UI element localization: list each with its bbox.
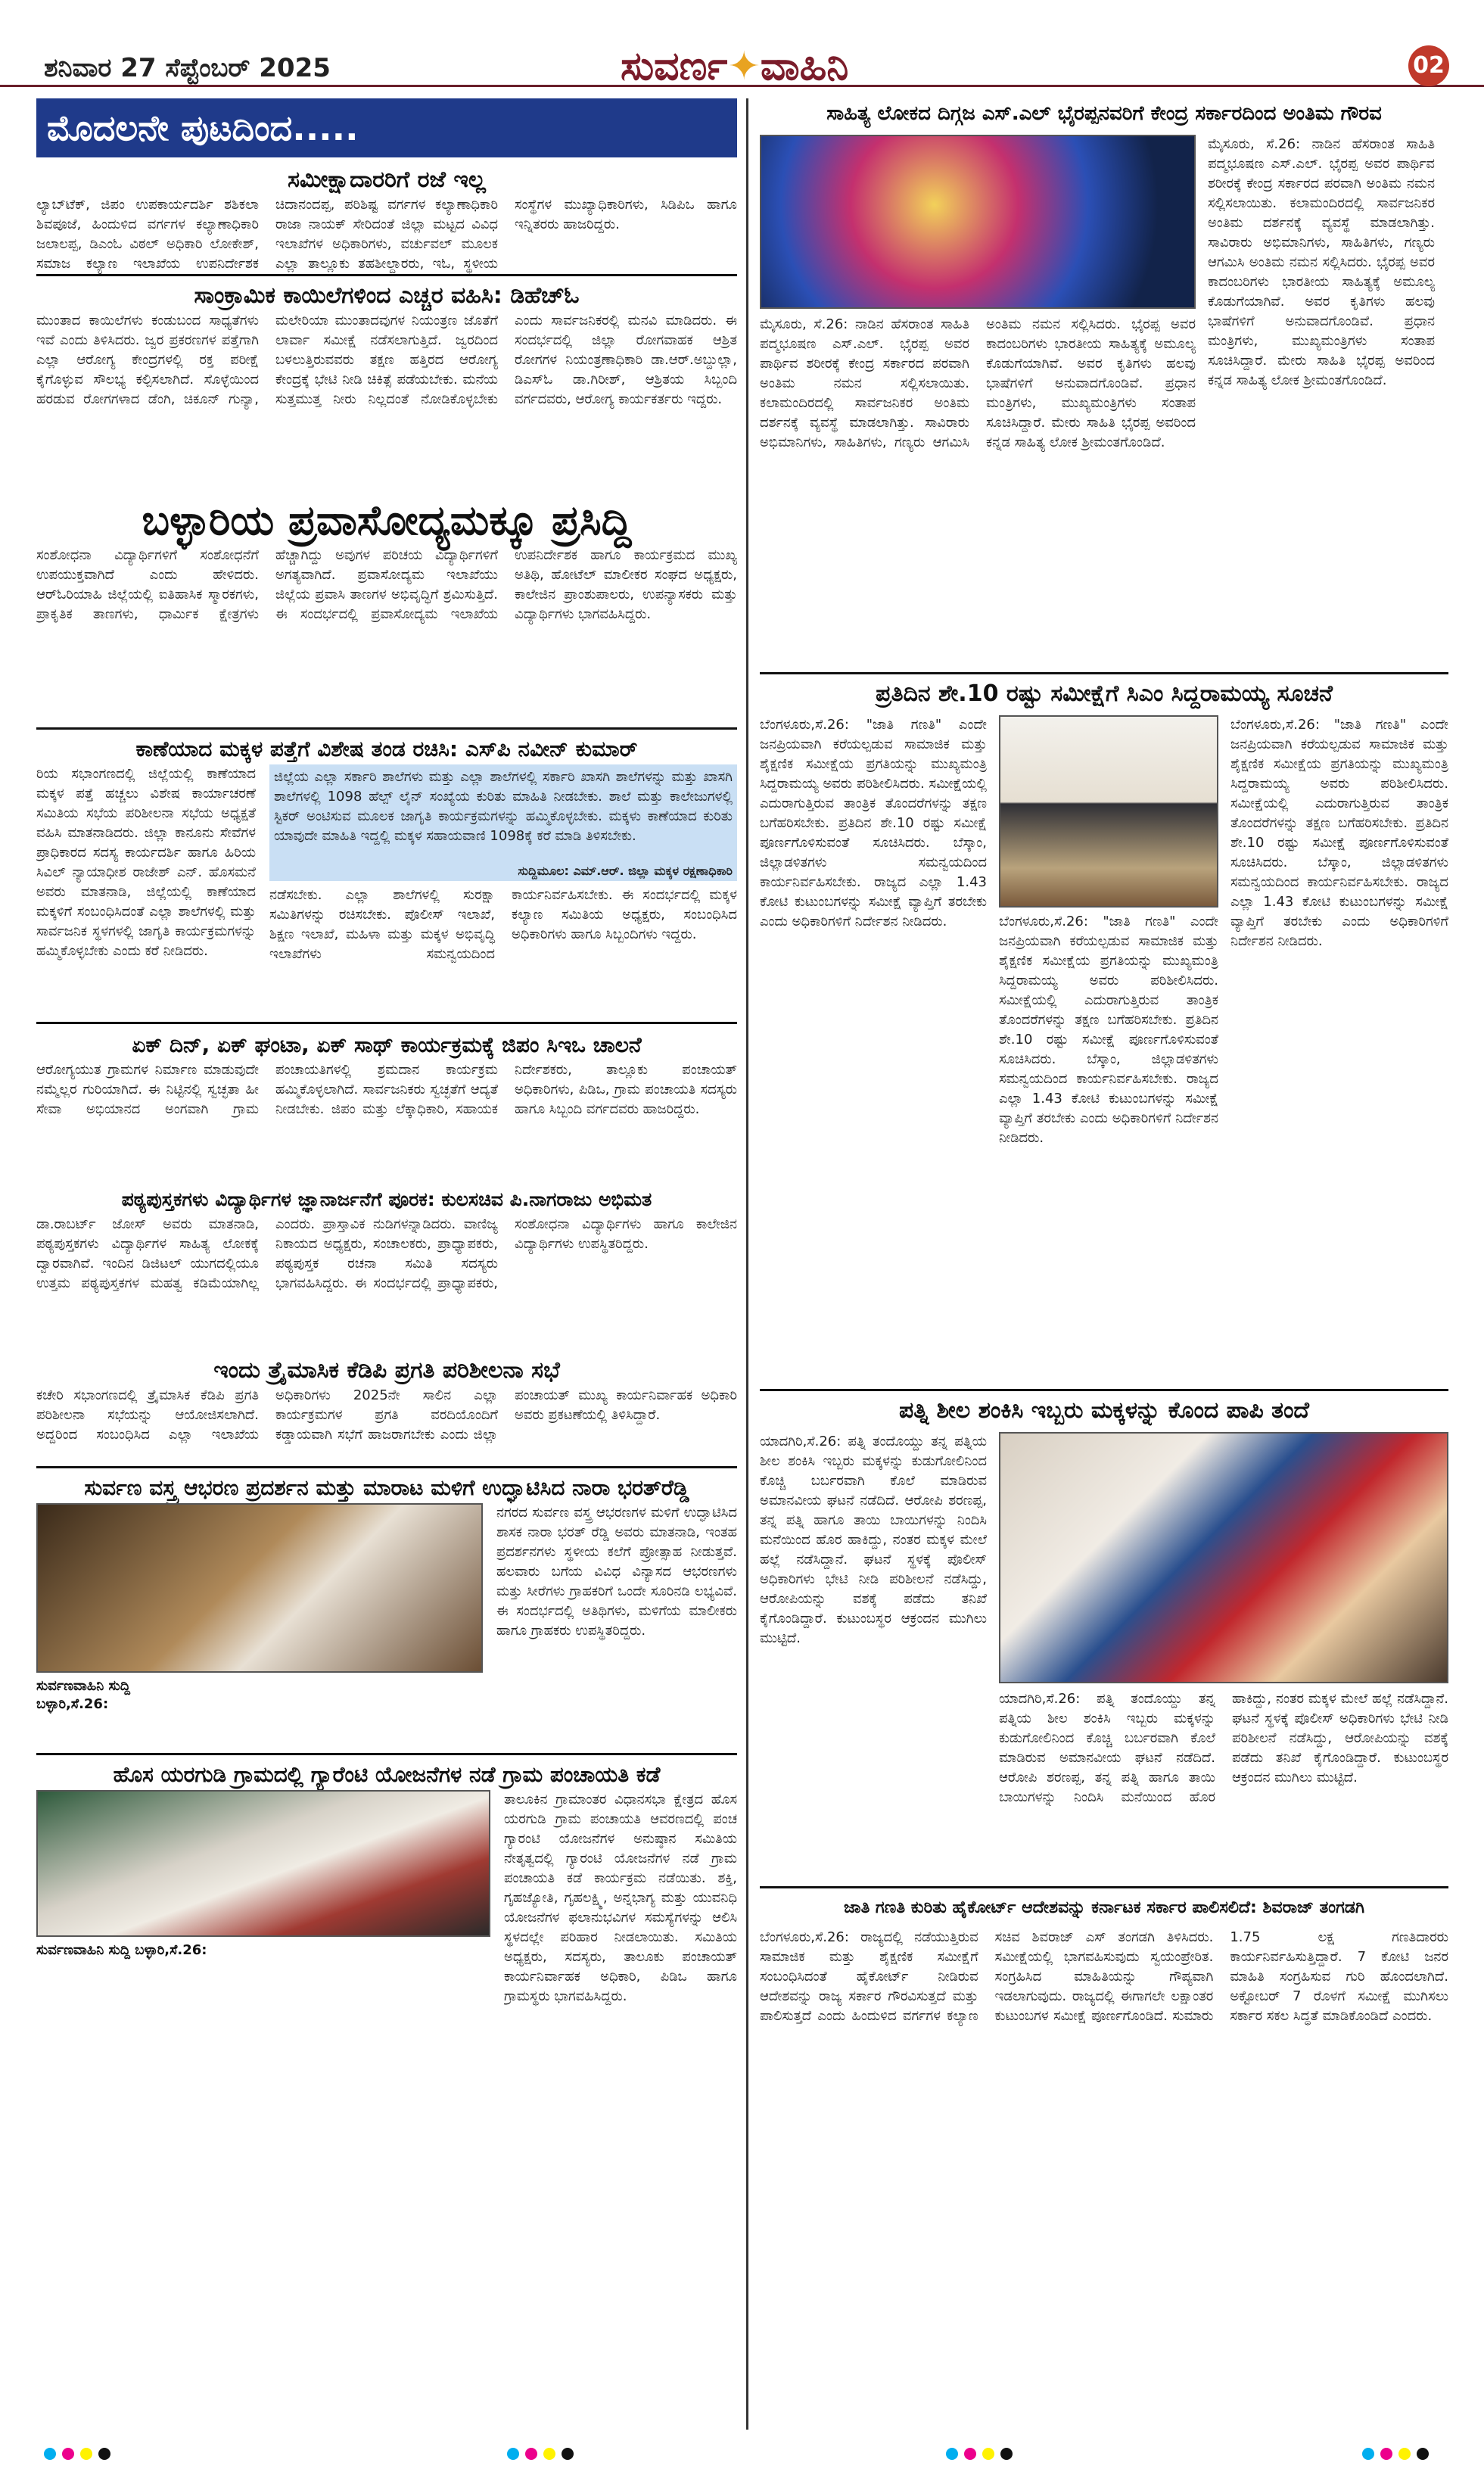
jewellery-expo-photo [36,1503,483,1673]
article-missing-children [36,734,737,1022]
section-banner: ಮೊದಲನೇ ಪುಟದಿಂದ..... [36,98,737,157]
black-dot-icon [562,2448,574,2460]
masthead [0,0,1484,87]
article-body-side: ಬೆಂಗಳೂರು,ಸೆ.26: "ಜಾತಿ ಗಣತಿ" ಎಂದೇ ಜನಪ್ರಿಯವಾಗಿ ಕರೆಯಲ್ಪಡುವ ಸಾಮಾಜಿಕ ಮತ್ತು ಶೈಕ್ಷಣಿಕ ಸಮೀಕ್ಷೆಯ ಪ್ರಗತಿಯನ್ನು ಮುಖ್ಯಮಂತ್ರಿ ಸಿದ್ದರಾಮಯ್ಯ ಅವರು ಪರಿಶೀಲಿಸಿದರು. ಸಮೀಕ್ಷೆಯಲ್ಲಿ ಎದುರಾಗುತ್ತಿರುವ ತಾಂತ್ರಿಕ ತೊಂದರೆಗಳನ್ನು ತಕ್ಷಣ ಬಗೆಹರಿಸಬೇಕು. ಪ್ರತಿದಿನ ಶೇ.10 ರಷ್ಟು ಸಮೀಕ್ಷೆ ಪೂರ್ಣಗೊಳಿಸುವಂತೆ ಸೂಚಿಸಿದರು. ಬೆಸ್ಕಾಂ, ಜಿಲ್ಲಾಡಳಿತಗಳು ಸಮನ್ವಯದಿಂದ ಕಾರ್ಯನಿರ್ವಹಿಸಬೇಕು. ರಾಜ್ಯದ ಎಲ್ಲಾ 1.43 ಕೋಟಿ ಕುಟುಂಬಗಳನ್ನು ಸಮೀಕ್ಷೆ ವ್ಯಾಪ್ತಿಗೆ ತರಬೇಕು ಎಂದು ಅಧಿಕಾರಿಗಳಿಗೆ ನಿರ್ದೇಶನ ನೀಡಿದರು. [1230,717,1448,949]
article-body: ನಗರದ ಸುರ್ವಣ ವಸ್ತ್ರ ಆಭರಣಗಳ ಮಳಿಗೆ ಉದ್ಘಾಟಿಸಿದ ಶಾಸಕ ನಾರಾ ಭರತ್ ರೆಡ್ಡಿ ಅವರು ಮಾತನಾಡಿ, ಇಂತಹ ಪ್ರದರ್ಶನಗಳು ಸ್ಥಳೀಯ ಕಲೆಗೆ ಪ್ರೋತ್ಸಾಹ ನೀಡುತ್ತವೆ. ಹಲವಾರು ಬಗೆಯ ವಿವಿಧ ವಿನ್ಯಾಸದ ಆಭರಣಗಳು ಮತ್ತು ಸೀರೆಗಳು ಗ್ರಾಹಕರಿಗೆ ಒಂದೇ ಸೂರಿನಡಿ ಲಭ್ಯವಿವೆ. ಈ ಸಂದರ್ಭದಲ್ಲಿ ಅತಿಥಿಗಳು, ಮಳಿಗೆಯ ಮಾಲೀಕರು ಹಾಗೂ ಗ್ರಾಹಕರು ಉಪಸ್ಥಿತರಿದ್ದರು. [496,1505,737,1639]
article-separator [36,1753,737,1755]
article-separator [760,1886,1448,1888]
article-headline: ಪ್ರತಿದಿನ ಶೇ.10 ರಷ್ಟು ಸಮೀಕ್ಷೆಗೆ ಸಿಎಂ ಸಿದ್ದರಾಮಯ್ಯ ಸೂಚನೆ [876,680,1333,707]
article-separator [760,672,1448,674]
article-credit: ಸುದ್ದಿಮೂಲ: ಎಮ್.ಆರ್. ಜಿಲ್ಲಾ ಮಕ್ಕಳ ರಕ್ಷಣಾಧಿಕಾರಿ [269,861,737,881]
yellow-dot-icon [80,2448,92,2460]
article-body: ರಿಯ ಸಭಾಂಗಣದಲ್ಲಿ ಜಿಲ್ಲೆಯಲ್ಲಿ ಕಾಣೆಯಾದ ಮಕ್ಕಳ ಪತ್ತೆ ಹಚ್ಚಲು ವಿಶೇಷ ಕಾರ್ಯಾಚರಣೆ ಸಮಿತಿಯ ಸಭೆಯ ಪರಿಶೀಲನಾ ಸಭೆಯ ಅಧ್ಯಕ್ಷತೆ ವಹಿಸಿ ಮಾತನಾಡಿದರು. ಜಿಲ್ಲಾ ಕಾನೂನು ಸೇವೆಗಳ ಪ್ರಾಧಿಕಾರದ ಸದಸ್ಯ ಕಾರ್ಯದರ್ಶಿ ಹಾಗೂ ಹಿರಿಯ ಸಿವಿಲ್ ನ್ಯಾಯಾಧೀಶ ರಾಜೇಶ್ ಎನ್. ಹೊಸಮನೆ ಅವರು ಮಾತನಾಡಿ, ಜಿಲ್ಲೆಯಲ್ಲಿ ಕಾಣೆಯಾದ ಮಕ್ಕಳಿಗೆ ಸಂಬಂಧಿಸಿದಂತೆ ಎಲ್ಲಾ ಶಾಲೆಗಳಲ್ಲಿ ಮತ್ತು ಸಾರ್ವಜನಿಕ ಸ್ಥಳಗಳಲ್ಲಿ ಜಾಗೃತಿ ಕಾರ್ಯಕ್ರಮಗಳನ್ನು ಹಮ್ಮಿಕೊಳ್ಳಬೇಕು ಎಂದು ಕರೆ ನೀಡಿದರು. [36,766,256,959]
family-photo [999,1432,1448,1683]
article-headline: ಹೊಸ ಯರಗುಡಿ ಗ್ರಾಮದಲ್ಲಿ ಗ್ಯಾರೆಂಟಿ ಯೋಜನೆಗಳ ನಡೆ ಗ್ರಾಮ ಪಂಚಾಯತಿ ಕಡೆ [113,1762,661,1787]
black-dot-icon [98,2448,110,2460]
cyan-dot-icon [1362,2448,1374,2460]
article-body: ಬೆಂಗಳೂರು,ಸೆ.26: ರಾಜ್ಯದಲ್ಲಿ ನಡೆಯುತ್ತಿರುವ ಸಾಮಾಜಿಕ ಮತ್ತು ಶೈಕ್ಷಣಿಕ ಸಮೀಕ್ಷೆಗೆ ಸಂಬಂಧಿಸಿದಂತೆ ಹೈಕೋರ್ಟ್ ನೀಡಿರುವ ಆದೇಶವನ್ನು ರಾಜ್ಯ ಸರ್ಕಾರ ಗೌರವಿಸುತ್ತದೆ ಮತ್ತು ಪಾಲಿಸುತ್ತದೆ ಎಂದು ಹಿಂದುಳಿದ ವರ್ಗಗಳ ಕಲ್ಯಾಣ ಸಚಿವ ಶಿವರಾಜ್ ಎಸ್ ತಂಗಡಗಿ ತಿಳಿಸಿದರು. ಸಮೀಕ್ಷೆಯಲ್ಲಿ ಭಾಗವಹಿಸುವುದು ಸ್ವಯಂಪ್ರೇರಿತ. ಸಂಗ್ರಹಿಸಿದ ಮಾಹಿತಿಯನ್ನು ಗೌಪ್ಯವಾಗಿ ಇಡಲಾಗುವುದು. ರಾಜ್ಯದಲ್ಲಿ ಈಗಾಗಲೇ ಲಕ್ಷಾಂತರ ಕುಟುಂಬಗಳ ಸಮೀಕ್ಷೆ ಪೂರ್ಣಗೊಂಡಿದೆ. ಸುಮಾರು 1.75 ಲಕ್ಷ ಗಣತಿದಾರರು ಕಾರ್ಯನಿರ್ವಹಿಸುತ್ತಿದ್ದಾರೆ. 7 ಕೋಟಿ ಜನರ ಮಾಹಿತಿ ಸಂಗ್ರಹಿಸುವ ಗುರಿ ಹೊಂದಲಾಗಿದೆ. ಅಕ್ಟೋಬರ್ 7 ರೊಳಗೆ ಸಮೀಕ್ಷೆ ಮುಗಿಸಲು ಸರ್ಕಾರ ಸಕಲ ಸಿದ್ಧತೆ ಮಾಡಿಕೊಂಡಿದೆ ಎಂದರು. [760,1929,1448,2024]
tribute-ceremony-photo [760,135,1196,309]
right-column [760,98,1448,2433]
article-body-mid: ಬೆಂಗಳೂರು,ಸೆ.26: "ಜಾತಿ ಗಣತಿ" ಎಂದೇ ಜನಪ್ರಿಯವಾಗಿ ಕರೆಯಲ್ಪಡುವ ಸಾಮಾಜಿಕ ಮತ್ತು ಶೈಕ್ಷಣಿಕ ಸಮೀಕ್ಷೆಯ ಪ್ರಗತಿಯನ್ನು ಮುಖ್ಯಮಂತ್ರಿ ಸಿದ್ದರಾಮಯ್ಯ ಅವರು ಪರಿಶೀಲಿಸಿದರು. ಸಮೀಕ್ಷೆಯಲ್ಲಿ ಎದುರಾಗುತ್ತಿರುವ ತಾಂತ್ರಿಕ ತೊಂದರೆಗಳನ್ನು ತಕ್ಷಣ ಬಗೆಹರಿಸಬೇಕು. ಪ್ರತಿದಿನ ಶೇ.10 ರಷ್ಟು ಸಮೀಕ್ಷೆ ಪೂರ್ಣಗೊಳಿಸುವಂತೆ ಸೂಚಿಸಿದರು. ಬೆಸ್ಕಾಂ, ಜಿಲ್ಲಾಡಳಿತಗಳು ಸಮನ್ವಯದಿಂದ ಕಾರ್ಯನಿರ್ವಹಿಸಬೇಕು. ರಾಜ್ಯದ ಎಲ್ಲಾ 1.43 ಕೋಟಿ ಕುಟುಂಬಗಳನ್ನು ಸಮೀಕ್ಷೆ ವ್ಯಾಪ್ತಿಗೆ ತರಬೇಕು ಎಂದು ಅಧಿಕಾರಿಗಳಿಗೆ ನಿರ್ದೇಶನ ನೀಡಿದರು. [999,914,1218,1146]
article-headline: ಪಠ್ಯಪುಸ್ತಕಗಳು ವಿದ್ಯಾರ್ಥಿಗಳ ಜ್ಞಾನಾರ್ಜನೆಗೆ ಪೂರಕ: ಕುಲಸಚಿವ ಪಿ.ನಾಗರಾಜು ಅಭಿಮತ [121,1188,652,1210]
article-father-crime [760,1396,1448,1886]
article-body-continued: ನಡೆಸಬೇಕು. ಎಲ್ಲಾ ಶಾಲೆಗಳಲ್ಲಿ ಸುರಕ್ಷಾ ಸಮಿತಿಗಳನ್ನು ರಚಿಸಬೇಕು. ಪೊಲೀಸ್ ಇಲಾಖೆ, ಶಿಕ್ಷಣ ಇಲಾಖೆ, ಮಹಿಳಾ ಮತ್ತು ಮಕ್ಕಳ ಅಭಿವೃದ್ಧಿ ಇಲಾಖೆಗಳು ಸಮನ್ವಯದಿಂದ ಕಾರ್ಯನಿರ್ವಹಿಸಬೇಕು. ಈ ಸಂದರ್ಭದಲ್ಲಿ ಮಕ್ಕಳ ಕಲ್ಯಾಣ ಸಮಿತಿಯ ಅಧ್ಯಕ್ಷರು, ಸಂಬಂಧಿಸಿದ ಅಧಿಕಾರಿಗಳು ಹಾಗೂ ಸಿಬ್ಬಂದಿಗಳು ಇದ್ದರು. [269,887,737,962]
chief-minister-photo [999,715,1218,908]
color-dots-left [44,2448,117,2463]
logo-left-word: ಸುವರ್ಣ [621,44,728,89]
yellow-dot-icon [982,2448,994,2460]
article-body: ಯಾದಗಿರಿ,ಸೆ.26: ಪತ್ನಿ ತಂದೊಯ್ದು ತನ್ನ ಪತ್ನಿಯ ಶೀಲ ಶಂಕಿಸಿ ಇಬ್ಬರು ಮಕ್ಕಳನ್ನು ಕುಡುಗೋಲಿನಿಂದ ಕೊಚ್ಚಿ ಬರ್ಬರವಾಗಿ ಕೊಲೆ ಮಾಡಿರುವ ಅಮಾನವೀಯ ಘಟನೆ ನಡೆದಿದೆ. ಆರೋಪಿ ಶರಣಪ್ಪ, ತನ್ನ ಪತ್ನಿ ಹಾಗೂ ತಾಯಿ ಬಾಯಿಗಳನ್ನು ನಿಂದಿಸಿ ಮನೆಯಿಂದ ಹೊರ ಹಾಕಿದ್ದು, ನಂತರ ಮಕ್ಕಳ ಮೇಲೆ ಹಲ್ಲೆ ನಡೆಸಿದ್ದಾನೆ. ಘಟನೆ ಸ್ಥಳಕ್ಕೆ ಪೊಲೀಸ್ ಅಧಿಕಾರಿಗಳು ಭೇಟಿ ನೀಡಿ ಪರಿಶೀಲನೆ ನಡೆಸಿದ್ದು, ಆರೋಪಿಯನ್ನು ವಶಕ್ಕೆ ಪಡೆದು ತನಿಖೆ ಕೈಗೊಂಡಿದ್ದಾರೆ. ಕುಟುಂಬಸ್ಥರ ಆಕ್ರಂದನ ಮುಗಿಲು ಮುಟ್ಟಿದೆ. [760,1434,987,1646]
article-cm-survey [760,679,1448,1389]
newspaper-logo [621,44,848,90]
article-headline: ಕಾಣೆಯಾದ ಮಕ್ಕಳ ಪತ್ತೆಗೆ ವಿಶೇಷ ತಂಡ ರಚಿಸಿ: ಎಸ್‌ಪಿ ನವೀನ್ ಕುಮಾರ್ [135,736,638,761]
article-separator [760,1389,1448,1391]
article-body-side: ಮೈಸೂರು, ಸೆ.26: ನಾಡಿನ ಹೆಸರಾಂತ ಸಾಹಿತಿ ಪದ್ಮಭೂಷಣ ಎಸ್.ಎಲ್. ಭೈರಪ್ಪ ಅವರ ಪಾರ್ಥಿವ ಶರೀರಕ್ಕೆ ಕೇಂದ್ರ ಸರ್ಕಾರದ ಪರವಾಗಿ ಅಂತಿಮ ನಮನ ಸಲ್ಲಿಸಲಾಯಿತು. ಕಲಾಮಂದಿರದಲ್ಲಿ ಸಾರ್ವಜನಿಕರ ಅಂತಿಮ ದರ್ಶನಕ್ಕೆ ವ್ಯವಸ್ಥೆ ಮಾಡಲಾಗಿತ್ತು. ಸಾವಿರಾರು ಅಭಿಮಾನಿಗಳು, ಸಾಹಿತಿಗಳು, ಗಣ್ಯರು ಆಗಮಿಸಿ ಅಂತಿಮ ನಮನ ಸಲ್ಲಿಸಿದರು. ಭೈರಪ್ಪ ಅವರ ಕಾದಂಬರಿಗಳು ಭಾರತೀಯ ಸಾಹಿತ್ಯಕ್ಕೆ ಅಮೂಲ್ಯ ಕೊಡುಗೆಯಾಗಿವೆ. ಅವರ ಕೃತಿಗಳು ಹಲವು ಭಾಷೆಗಳಿಗೆ ಅನುವಾದಗೊಂಡಿವೆ. ಪ್ರಧಾನ ಮಂತ್ರಿಗಳು, ಮುಖ್ಯಮಂತ್ರಿಗಳು ಸಂತಾಪ ಸೂಚಿಸಿದ್ದಾರೆ. ಮೇರು ಸಾಹಿತಿ ಭೈರಪ್ಪ ಅವರಿಂದ ಕನ್ನಡ ಸಾಹಿತ್ಯ ಲೋಕ ಶ್ರೀಮಂತಗೊಂಡಿದೆ. [1208,136,1435,388]
article-body: ಮುಂತಾದ ಕಾಯಿಲೆಗಳು ಕಂಡುಬಂದ ಸಾಧ್ಯತೆಗಳು ಇವೆ ಎಂದು ತಿಳಿಸಿದರು. ಜ್ವರ ಪ್ರಕರಣಗಳ ಪತ್ತೆಗಾಗಿ ಎಲ್ಲಾ ಆರೋಗ್ಯ ಕೇಂದ್ರಗಳಲ್ಲಿ ರಕ್ತ ಪರೀಕ್ಷೆ ಕೈಗೊಳ್ಳುವ ಸೌಲಭ್ಯ ಕಲ್ಪಿಸಲಾಗಿದೆ. ಸೊಳ್ಳೆಯಿಂದ ಹರಡುವ ರೋಗಗಳಾದ ಡೆಂಗಿ, ಚಿಕೂನ್ ಗುನ್ಯಾ, ಮಲೇರಿಯಾ ಮುಂತಾದವುಗಳ ನಿಯಂತ್ರಣ ಜೊತೆಗೆ ಲಾರ್ವಾ ಸಮೀಕ್ಷೆ ನಡೆಸಲಾಗುತ್ತಿದೆ. ಜ್ವರದಿಂದ ಬಳಲುತ್ತಿರುವವರು ತಕ್ಷಣ ಹತ್ತಿರದ ಆರೋಗ್ಯ ಕೇಂದ್ರಕ್ಕೆ ಭೇಟಿ ನೀಡಿ ಚಿಕಿತ್ಸೆ ಪಡೆಯಬೇಕು. ಮನೆಯ ಸುತ್ತಮುತ್ತ ನೀರು ನಿಲ್ಲದಂತೆ ನೋಡಿಕೊಳ್ಳಬೇಕು ಎಂದು ಸಾರ್ವಜನಿಕರಲ್ಲಿ ಮನವಿ ಮಾಡಿದರು. ಈ ಸಂದರ್ಭದಲ್ಲಿ ಜಿಲ್ಲಾ ರೋಗವಾಹಕ ಆಶ್ರಿತ ರೋಗಗಳ ನಿಯಂತ್ರಣಾಧಿಕಾರಿ ಡಾ.ಆರ್.ಅಬ್ದುಲ್ಲಾ, ಡಿಎಸ್‌ಓ ಡಾ.ಗಿರೀಶ್, ಆಶ್ರಿತಯ ಸಿಬ್ಬಂದಿ ವರ್ಗದವರು, ಆರೋಗ್ಯ ಕಾರ್ಯಕರ್ತರು ಇದ್ದರು. [36,313,737,407]
photo-caption: ಸುರ್ವಣವಾಹಿನಿ ಸುದ್ದಿ ಬಳ್ಳಾರಿ,ಸೆ.26: [36,1678,131,1712]
yellow-dot-icon [543,2448,555,2460]
article-body: ಡಾ.ರಾಬರ್ಟ್ ಜೋಸ್ ಅವರು ಮಾತನಾಡಿ, ಪಠ್ಯಪುಸ್ತಕಗಳು ವಿದ್ಯಾರ್ಥಿಗಳ ಸಾಹಿತ್ಯ ಲೋಕಕ್ಕೆ ದ್ವಾರವಾಗಿವೆ. ಇಂದಿನ ಡಿಜಿಟಲ್ ಯುಗದಲ್ಲಿಯೂ ಉತ್ತಮ ಪಠ್ಯಪುಸ್ತಕಗಳ ಮಹತ್ವ ಕಡಿಮೆಯಾಗಿಲ್ಲ ಎಂದರು. ಪ್ರಾಸ್ತಾವಿಕ ನುಡಿಗಳನ್ನಾಡಿದರು. ವಾಣಿಜ್ಯ ನಿಕಾಯದ ಅಧ್ಯಕ್ಷರು, ಸಂಚಾಲಕರು, ಪ್ರಾಧ್ಯಾಪಕರು, ಪಠ್ಯಪುಸ್ತಕ ರಚನಾ ಸಮಿತಿ ಸದಸ್ಯರು ಭಾಗವಹಿಸಿದ್ದರು. ಈ ಸಂದರ್ಭದಲ್ಲಿ ಪ್ರಾಧ್ಯಾಪಕರು, ಸಂಶೋಧನಾ ವಿದ್ಯಾರ್ಥಿಗಳು ಹಾಗೂ ಕಾಲೇಜಿನ ವಿದ್ಯಾರ್ಥಿಗಳು ಉಪಸ್ಥಿತರಿದ್ದರು. [36,1216,737,1291]
article-headline: ಏಕ್ ದಿನ್, ಏಕ್ ಘಂಟಾ, ಏಕ್ ಸಾಥ್ ಕಾರ್ಯಕ್ರಮಕ್ಕೆ ಜಿಪಂ ಸಿಇಒ ಚಾಲನೆ [132,1032,642,1057]
photo-caption: ಸುರ್ವಣವಾಹಿನಿ ಸುದ್ದಿ ಬಳ್ಳಾರಿ,ಸೆ.26: [36,1942,207,1958]
article-headline: ಬಳ್ಳಾರಿಯ ಪ್ರವಾಸೋದ್ಯಮಕ್ಕೂ ಪ್ರಸಿದ್ದಿ [142,497,632,544]
issue-date: ಶನಿವಾರ 27 ಸೆಪ್ಟೆಂಬರ್ 2025 [44,53,331,83]
article-guarantee-schemes [36,1760,737,2047]
article-body: ಸಂಶೋಧನಾ ವಿದ್ಯಾರ್ಥಿಗಳಿಗೆ ಸಂಶೋಧನೆಗೆ ಉಪಯುಕ್ತವಾಗಿದೆ ಎಂದು ಹೇಳಿದರು. ಆರ್‌ಓರಿಯಾಹಿ ಜಿಲ್ಲೆಯಲ್ಲಿ ಐತಿಹಾಸಿಕ ಸ್ಮಾರಕಗಳು, ಪ್ರಾಕೃತಿಕ ತಾಣಗಳು, ಧಾರ್ಮಿಕ ಕ್ಷೇತ್ರಗಳು ಹೆಚ್ಚಾಗಿದ್ದು ಅವುಗಳ ಪರಿಚಯ ವಿದ್ಯಾರ್ಥಿಗಳಿಗೆ ಅಗತ್ಯವಾಗಿದೆ. ಪ್ರವಾಸೋದ್ಯಮ ಇಲಾಖೆಯು ಜಿಲ್ಲೆಯ ಪ್ರವಾಸಿ ತಾಣಗಳ ಅಭಿವೃದ್ಧಿಗೆ ಶ್ರಮಿಸುತ್ತಿದೆ. ಈ ಸಂದರ್ಭದಲ್ಲಿ ಪ್ರವಾಸೋದ್ಯಮ ಇಲಾಖೆಯ ಉಪನಿರ್ದೇಶಕ ಹಾಗೂ ಕಾರ್ಯಕ್ರಮದ ಮುಖ್ಯ ಅತಿಥಿ, ಹೋಟೆಲ್ ಮಾಲೀಕರ ಸಂಘದ ಅಧ್ಯಕ್ಷರು, ಕಾಲೇಜಿನ ಪ್ರಾಂಶುಪಾಲರು, ಉಪನ್ಯಾಸಕರು ಮತ್ತು ವಿದ್ಯಾರ್ಥಿಗಳು ಭಾಗವಹಿಸಿದ್ದರು. [36,547,737,622]
cyan-dot-icon [507,2448,519,2460]
article-headline: ಸಾಂಕ್ರಾಮಿಕ ಕಾಯಿಲೆಗಳಿಂದ ಎಚ್ಚರ ವಹಿಸಿ: ಡಿಹೆಚ್‌ಓ [194,282,580,309]
article-kdp-meeting [36,1356,737,1466]
article-bhyrappa [760,98,1448,672]
magenta-dot-icon [964,2448,976,2460]
article-body: ಲ್ಯಾಬ್‌ಟೆಕ್, ಜಿಪಂ ಉಪಕಾರ್ಯದರ್ಶಿ ಶಶಿಕಲಾ ಶಿವಪೂಜೆ, ಹಿಂದುಳಿದ ವರ್ಗಗಳ ಕಲ್ಯಾಣಾಧಿಕಾರಿ ಜಲಾಲಪ್ಪ, ಡಿಎಂಓ ವಿಠಲ್ ಅಧಿಕಾರಿ ಲೋಕೇಶ್, ಸಮಾಜ ಕಲ್ಯಾಣ ಇಲಾಖೆಯ ಉಪನಿರ್ದೇಶಕ ಚಿದಾನಂದಪ್ಪ, ಪರಿಶಿಷ್ಟ ವರ್ಗಗಳ ಕಲ್ಯಾಣಾಧಿಕಾರಿ ರಾಜಾ ನಾಯಕ್ ಸೇರಿದಂತೆ ಜಿಲ್ಲಾ ಮಟ್ಟದ ವಿವಿಧ ಇಲಾಖೆಗಳ ಅಧಿಕಾರಿಗಳು, ವರ್ಚುವಲ್ ಮೂಲಕ ಎಲ್ಲಾ ತಾಲ್ಲೂಕು ತಹಶೀಲ್ದಾರರು, ಇಓ, ಸ್ಥಳೀಯ ಸಂಸ್ಥೆಗಳ ಮುಖ್ಯಾಧಿಕಾರಿಗಳು, ಸಿಡಿಪಿಒ ಹಾಗೂ ಇನ್ನಿತರರು ಹಾಜರಿದ್ದರು. [36,197,737,272]
article-body: ಕಚೇರಿ ಸಭಾಂಗಣದಲ್ಲಿ ತ್ರೈಮಾಸಿಕ ಕೆಡಿಪಿ ಪ್ರಗತಿ ಪರಿಶೀಲನಾ ಸಭೆಯನ್ನು ಆಯೋಜಿಸಲಾಗಿದೆ. ಅದ್ದರಿಂದ ಸಂಬಂಧಿಸಿದ ಎಲ್ಲಾ ಇಲಾಖೆಯ ಅಧಿಕಾರಿಗಳು 2025ನೇ ಸಾಲಿನ ಎಲ್ಲಾ ಕಾರ್ಯಕ್ರಮಗಳ ಪ್ರಗತಿ ವರದಿಯೊಂದಿಗೆ ಕಡ್ಡಾಯವಾಗಿ ಸಭೆಗೆ ಹಾಜರಾಗಬೇಕು ಎಂದು ಜಿಲ್ಲಾ ಪಂಚಾಯತ್ ಮುಖ್ಯ ಕಾರ್ಯನಿರ್ವಾಹಕ ಅಧಿಕಾರಿ ಅವರು ಪ್ರಕಟಣೆಯಲ್ಲಿ ತಿಳಿಸಿದ್ದಾರೆ. [36,1387,737,1443]
magenta-dot-icon [62,2448,74,2460]
article-body: ಬೆಂಗಳೂರು,ಸೆ.26: "ಜಾತಿ ಗಣತಿ" ಎಂದೇ ಜನಪ್ರಿಯವಾಗಿ ಕರೆಯಲ್ಪಡುವ ಸಾಮಾಜಿಕ ಮತ್ತು ಶೈಕ್ಷಣಿಕ ಸಮೀಕ್ಷೆಯ ಪ್ರಗತಿಯನ್ನು ಮುಖ್ಯಮಂತ್ರಿ ಸಿದ್ದರಾಮಯ್ಯ ಅವರು ಪರಿಶೀಲಿಸಿದರು. ಸಮೀಕ್ಷೆಯಲ್ಲಿ ಎದುರಾಗುತ್ತಿರುವ ತಾಂತ್ರಿಕ ತೊಂದರೆಗಳನ್ನು ತಕ್ಷಣ ಬಗೆಹರಿಸಬೇಕು. ಪ್ರತಿದಿನ ಶೇ.10 ರಷ್ಟು ಸಮೀಕ್ಷೆ ಪೂರ್ಣಗೊಳಿಸುವಂತೆ ಸೂಚಿಸಿದರು. ಬೆಸ್ಕಾಂ, ಜಿಲ್ಲಾಡಳಿತಗಳು ಸಮನ್ವಯದಿಂದ ಕಾರ್ಯನಿರ್ವಹಿಸಬೇಕು. ರಾಜ್ಯದ ಎಲ್ಲಾ 1.43 ಕೋಟಿ ಕುಟುಂಬಗಳನ್ನು ಸಮೀಕ್ಷೆ ವ್ಯಾಪ್ತಿಗೆ ತರಬೇಕು ಎಂದು ಅಧಿಕಾರಿಗಳಿಗೆ ನಿರ್ದೇಶನ ನೀಡಿದರು. [760,717,987,929]
article-headline: ಪತ್ನಿ ಶೀಲ ಶಂಕಿಸಿ ಇಬ್ಬರು ಮಕ್ಕಳನ್ನು ಕೊಂದ ಪಾಪಿ ತಂದೆ [899,1397,1309,1424]
flame-icon: ✦ [727,44,761,89]
highlighted-text: ಜಿಲ್ಲೆಯ ಎಲ್ಲಾ ಸರ್ಕಾರಿ ಶಾಲೆಗಳು ಮತ್ತು ಎಲ್ಲಾ ಶಾಲೆಗಳಲ್ಲಿ ಸರ್ಕಾರಿ ಖಾಸಗಿ ಶಾಲೆಗಳನ್ನು ಮತ್ತು ಖಾಸಗಿ ಶಾಲೆಗಳಲ್ಲಿ 1098 ಹೆಲ್ಪ್ ಲೈನ್ ಸಂಖ್ಯೆಯ ಕುರಿತು ಮಾಹಿತಿ ನೀಡಬೇಕು. ಶಾಲೆ ಮತ್ತು ಕಾಲೇಜುಗಳಲ್ಲಿ ಸ್ಟಿಕರ್ ಅಂಟಿಸುವ ಮೂಲಕ ಜಾಗೃತಿ ಕಾರ್ಯಕ್ರಮಗಳನ್ನು ಹಮ್ಮಿಕೊಳ್ಳಬೇಕು. ಮಕ್ಕಳು ಕಾಣೆಯಾದ ಕುರಿತು ಯಾವುದೇ ಮಾಹಿತಿ ಇದ್ದಲ್ಲಿ ಮಕ್ಕಳ ಸಹಾಯವಾಣಿ 1098ಕ್ಕೆ ಕರೆ ಮಾಡಿ ತಿಳಿಸಬೇಕು. [269,764,737,861]
article-body: ಆರೋಗ್ಯಯುತ ಗ್ರಾಮಗಳ ನಿರ್ಮಾಣ ಮಾಡುವುದೇ ನಮ್ಮೆಲ್ಲರ ಗುರಿಯಾಗಿದೆ. ಈ ನಿಟ್ಟಿನಲ್ಲಿ ಸ್ವಚ್ಛತಾ ಹೀ ಸೇವಾ ಅಭಿಯಾನದ ಅಂಗವಾಗಿ ಗ್ರಾಮ ಪಂಚಾಯತಿಗಳಲ್ಲಿ ಶ್ರಮದಾನ ಕಾರ್ಯಕ್ರಮ ಹಮ್ಮಿಕೊಳ್ಳಲಾಗಿದೆ. ಸಾರ್ವಜನಿಕರು ಸ್ವಚ್ಛತೆಗೆ ಆದ್ಯತೆ ನೀಡಬೇಕು. ಜಿಪಂ ಮತ್ತು ಲೆಕ್ಕಾಧಿಕಾರಿ, ಸಹಾಯಕ ನಿರ್ದೇಶಕರು, ತಾಲ್ಲೂಕು ಪಂಚಾಯತ್ ಅಧಿಕಾರಿಗಳು, ಪಿಡಿಒ, ಗ್ರಾಮ ಪಂಚಾಯತಿ ಸದಸ್ಯರು ಹಾಗೂ ಸಿಬ್ಬಂದಿ ವರ್ಗದವರು ಹಾಜರಿದ್ದರು. [36,1062,737,1117]
article-separator [36,727,737,730]
yellow-dot-icon [1398,2448,1411,2460]
cyan-dot-icon [946,2448,958,2460]
article-caste-census [760,1893,1448,2352]
article-headline: ಇಂದು ತ್ರೈಮಾಸಿಕ ಕೆಡಿಪಿ ಪ್ರಗತಿ ಪರಿಶೀಲನಾ ಸಭೆ [213,1357,560,1384]
article-headline: ಸಾಹಿತ್ಯ ಲೋಕದ ದಿಗ್ಗಜ ಎಸ್.ಎಲ್ ಭೈರಪ್ಪನವರಿಗೆ ಕೇಂದ್ರ ಸರ್ಕಾರದಿಂದ ಅಂತಿಮ ಗೌರವ [826,102,1382,125]
cyan-dot-icon [44,2448,56,2460]
article-headline: ಸಮೀಕ್ಷಾದಾರರಿಗೆ ರಜೆ ಇಲ್ಲ [288,167,486,193]
black-dot-icon [1000,2448,1013,2460]
color-dots-right [1362,2448,1435,2463]
color-dots-center-right [946,2448,1019,2463]
column-divider [746,98,748,2430]
article-headline: ಸುರ್ವಣ ವಸ್ತ್ರ ಆಭರಣ ಪ್ರದರ್ಶನ ಮತ್ತು ಮಾರಾಟ ಮಳಿಗೆ ಉದ್ಘಾಟಿಸಿದ ನಾರಾ ಭರತ್‌ರೆಡ್ಡಿ [84,1475,689,1500]
article-separator [36,1022,737,1024]
article-textbooks [36,1185,737,1353]
article-body-continued: ಯಾದಗಿರಿ,ಸೆ.26: ಪತ್ನಿ ತಂದೊಯ್ದು ತನ್ನ ಪತ್ನಿಯ ಶೀಲ ಶಂಕಿಸಿ ಇಬ್ಬರು ಮಕ್ಕಳನ್ನು ಕುಡುಗೋಲಿನಿಂದ ಕೊಚ್ಚಿ ಬರ್ಬರವಾಗಿ ಕೊಲೆ ಮಾಡಿರುವ ಅಮಾನವೀಯ ಘಟನೆ ನಡೆದಿದೆ. ಆರೋಪಿ ಶರಣಪ್ಪ, ತನ್ನ ಪತ್ನಿ ಹಾಗೂ ತಾಯಿ ಬಾಯಿಗಳನ್ನು ನಿಂದಿಸಿ ಮನೆಯಿಂದ ಹೊರ ಹಾಕಿದ್ದು, ನಂತರ ಮಕ್ಕಳ ಮೇಲೆ ಹಲ್ಲೆ ನಡೆಸಿದ್ದಾನೆ. ಘಟನೆ ಸ್ಥಳಕ್ಕೆ ಪೊಲೀಸ್ ಅಧಿಕಾರಿಗಳು ಭೇಟಿ ನೀಡಿ ಪರಿಶೀಲನೆ ನಡೆಸಿದ್ದು, ಆರೋಪಿಯನ್ನು ವಶಕ್ಕೆ ಪಡೆದು ತನಿಖೆ ಕೈಗೊಂಡಿದ್ದಾರೆ. ಕುಟುಂಬಸ್ಥರ ಆಕ್ರಂದನ ಮುಗಿಲು ಮುಟ್ಟಿದೆ. [999,1691,1448,1805]
magenta-dot-icon [1380,2448,1392,2460]
page-number-badge: 02 [1408,45,1449,86]
article-separator [36,274,737,276]
article-jewellery-expo [36,1473,737,1753]
color-dots-center-left [507,2448,580,2463]
article-body: ಮೈಸೂರು, ಸೆ.26: ನಾಡಿನ ಹೆಸರಾಂತ ಸಾಹಿತಿ ಪದ್ಮಭೂಷಣ ಎಸ್.ಎಲ್. ಭೈರಪ್ಪ ಅವರ ಪಾರ್ಥಿವ ಶರೀರಕ್ಕೆ ಕೇಂದ್ರ ಸರ್ಕಾರದ ಪರವಾಗಿ ಅಂತಿಮ ನಮನ ಸಲ್ಲಿಸಲಾಯಿತು. ಕಲಾಮಂದಿರದಲ್ಲಿ ಸಾರ್ವಜನಿಕರ ಅಂತಿಮ ದರ್ಶನಕ್ಕೆ ವ್ಯವಸ್ಥೆ ಮಾಡಲಾಗಿತ್ತು. ಸಾವಿರಾರು ಅಭಿಮಾನಿಗಳು, ಸಾಹಿತಿಗಳು, ಗಣ್ಯರು ಆಗಮಿಸಿ ಅಂತಿಮ ನಮನ ಸಲ್ಲಿಸಿದರು. ಭೈರಪ್ಪ ಅವರ ಕಾದಂಬರಿಗಳು ಭಾರತೀಯ ಸಾಹಿತ್ಯಕ್ಕೆ ಅಮೂಲ್ಯ ಕೊಡುಗೆಯಾಗಿವೆ. ಅವರ ಕೃತಿಗಳು ಹಲವು ಭಾಷೆಗಳಿಗೆ ಅನುವಾದಗೊಂಡಿವೆ. ಪ್ರಧಾನ ಮಂತ್ರಿಗಳು, ಮುಖ್ಯಮಂತ್ರಿಗಳು ಸಂತಾಪ ಸೂಚಿಸಿದ್ದಾರೆ. ಮೇರು ಸಾಹಿತಿ ಭೈರಪ್ಪ ಅವರಿಂದ ಕನ್ನಡ ಸಾಹಿತ್ಯ ಲೋಕ ಶ್ರೀಮಂತಗೊಂಡಿದೆ. [760,316,1196,450]
black-dot-icon [1417,2448,1429,2460]
logo-right-word: ವಾಹಿನಿ [760,44,849,89]
guarantee-event-photo [36,1790,490,1937]
article-headline: ಜಾತಿ ಗಣತಿ ಕುರಿತು ಹೈಕೋರ್ಟ್ ಆದೇಶವನ್ನು ಕರ್ನಾಟಕ ಸರ್ಕಾರ ಪಾಲಿಸಲಿದೆ: ಶಿವರಾಜ್ ತಂಗಡಗಿ [844,1898,1364,1917]
print-registration-strip [0,2439,1484,2472]
article-body: ತಾಲೂಕಿನ ಗ್ರಾಮಾಂತರ ವಿಧಾನಸಭಾ ಕ್ಷೇತ್ರದ ಹೊಸ ಯರಗುಡಿ ಗ್ರಾಮ ಪಂಚಾಯತಿ ಆವರಣದಲ್ಲಿ ಪಂಚ ಗ್ಯಾರಂಟಿ ಯೋಜನೆಗಳ ಅನುಷ್ಠಾನ ಸಮಿತಿಯ ನೇತೃತ್ವದಲ್ಲಿ ಗ್ಯಾರಂಟಿ ಯೋಜನೆಗಳ ನಡೆ ಗ್ರಾಮ ಪಂಚಾಯತಿ ಕಡೆ ಕಾರ್ಯಕ್ರಮ ನಡೆಯಿತು. ಶಕ್ತಿ, ಗೃಹಜ್ಯೋತಿ, ಗೃಹಲಕ್ಷ್ಮಿ, ಅನ್ನಭಾಗ್ಯ ಮತ್ತು ಯುವನಿಧಿ ಯೋಜನೆಗಳ ಫಲಾನುಭವಿಗಳ ಸಮಸ್ಯೆಗಳನ್ನು ಆಲಿಸಿ ಸ್ಥಳದಲ್ಲೇ ಪರಿಹಾರ ನೀಡಲಾಯಿತು. ಸಮಿತಿಯ ಅಧ್ಯಕ್ಷರು, ಸದಸ್ಯರು, ತಾಲೂಕು ಪಂಚಾಯತ್ ಕಾರ್ಯನಿರ್ವಾಹಕ ಅಧಿಕಾರಿ, ಪಿಡಿಒ ಹಾಗೂ ಗ್ರಾಮಸ್ಥರು ಭಾಗವಹಿಸಿದ್ದರು. [504,1792,737,2004]
article-health-warning [36,281,737,490]
article-rest-holiday [36,165,737,274]
article-separator [36,1466,737,1468]
magenta-dot-icon [525,2448,537,2460]
article-swachhata [36,1030,737,1182]
article-tourism [36,496,737,727]
left-column [36,98,737,2433]
